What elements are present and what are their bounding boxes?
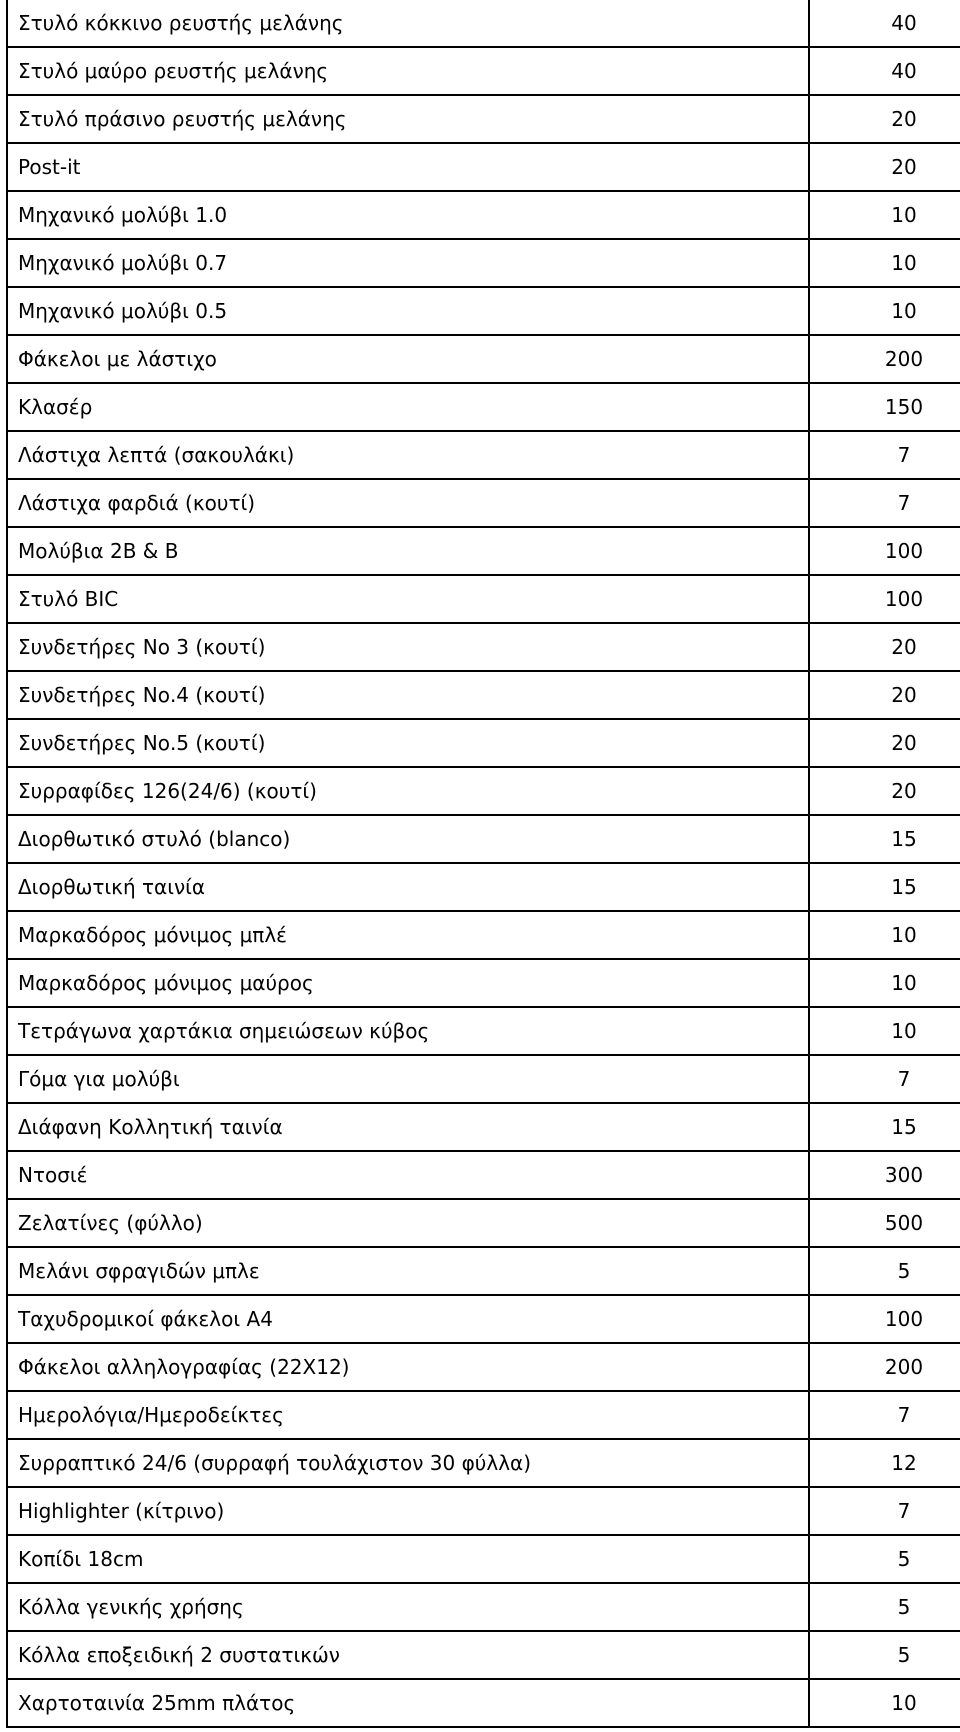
table-row <box>7 383 960 431</box>
quantity-cell: 10 <box>809 287 960 335</box>
quantity-cell: 500 <box>809 1199 960 1247</box>
supplies-table <box>6 0 960 1728</box>
table-row <box>7 1391 960 1439</box>
item-name-cell: Μαρκαδόρος μόνιμος μπλέ <box>7 911 809 959</box>
table-row <box>7 1487 960 1535</box>
quantity-cell: 300 <box>809 1151 960 1199</box>
table-row <box>7 1439 960 1487</box>
table-row <box>7 719 960 767</box>
table-row <box>7 335 960 383</box>
item-name-cell: Λάστιχα λεπτά (σακουλάκι) <box>7 431 809 479</box>
item-name-cell: Συρραφίδες 126(24/6) (κουτί) <box>7 767 809 815</box>
quantity-cell: 10 <box>809 1679 960 1727</box>
item-name-cell: Συρραπτικό 24/6 (συρραφή τουλάχιστον 30 φύλλα) <box>7 1439 809 1487</box>
table-row <box>7 1631 960 1679</box>
item-name-cell: Γόμα για μολύβι <box>7 1055 809 1103</box>
item-name-cell: Διορθωτικό στυλό (blanco) <box>7 815 809 863</box>
table-row <box>7 911 960 959</box>
item-name-cell: Μηχανικό μολύβι 0.7 <box>7 239 809 287</box>
table-row <box>7 575 960 623</box>
quantity-cell: 10 <box>809 911 960 959</box>
item-name-cell: Στυλό πράσινο ρευστής μελάνης <box>7 95 809 143</box>
item-name-cell: Κόλλα γενικής χρήσης <box>7 1583 809 1631</box>
table-row <box>7 239 960 287</box>
quantity-cell: 20 <box>809 767 960 815</box>
quantity-cell: 20 <box>809 671 960 719</box>
item-name-cell: Μηχανικό μολύβι 1.0 <box>7 191 809 239</box>
item-name-cell: Χαρτοταινία 25mm πλάτος <box>7 1679 809 1727</box>
item-name-cell: Μολύβια 2Β & Β <box>7 527 809 575</box>
item-name-cell: Φάκελοι αλληλογραφίας (22Χ12) <box>7 1343 809 1391</box>
item-name-cell: Λάστιχα φαρδιά (κουτί) <box>7 479 809 527</box>
table-row <box>7 1343 960 1391</box>
table-row <box>7 1103 960 1151</box>
item-name-cell: Κλασέρ <box>7 383 809 431</box>
quantity-cell: 20 <box>809 719 960 767</box>
supplies-table-body <box>7 0 960 1727</box>
item-name-cell: Συνδετήρες Νο 3 (κουτί) <box>7 623 809 671</box>
table-row <box>7 671 960 719</box>
table-row <box>7 95 960 143</box>
table-row <box>7 431 960 479</box>
table-row <box>7 1295 960 1343</box>
quantity-cell: 15 <box>809 863 960 911</box>
quantity-cell: 12 <box>809 1439 960 1487</box>
table-row <box>7 0 960 47</box>
item-name-cell: Ημερολόγια/Ημεροδείκτες <box>7 1391 809 1439</box>
quantity-cell: 5 <box>809 1583 960 1631</box>
item-name-cell: Μηχανικό μολύβι 0.5 <box>7 287 809 335</box>
quantity-cell: 5 <box>809 1631 960 1679</box>
item-name-cell: Μαρκαδόρος μόνιμος μαύρος <box>7 959 809 1007</box>
item-name-cell: Διορθωτική ταινία <box>7 863 809 911</box>
quantity-cell: 10 <box>809 959 960 1007</box>
item-name-cell: Συνδετήρες Νο.5 (κουτί) <box>7 719 809 767</box>
table-row <box>7 863 960 911</box>
quantity-cell: 20 <box>809 95 960 143</box>
quantity-cell: 200 <box>809 335 960 383</box>
item-name-cell: Ντοσιέ <box>7 1151 809 1199</box>
table-row <box>7 47 960 95</box>
quantity-cell: 7 <box>809 479 960 527</box>
quantity-cell: 20 <box>809 623 960 671</box>
item-name-cell: Post-it <box>7 143 809 191</box>
item-name-cell: Στυλό BIC <box>7 575 809 623</box>
item-name-cell: Κόλλα εποξειδική 2 συστατικών <box>7 1631 809 1679</box>
quantity-cell: 40 <box>809 47 960 95</box>
table-row <box>7 143 960 191</box>
item-name-cell: Highlighter (κίτρινο) <box>7 1487 809 1535</box>
quantity-cell: 100 <box>809 527 960 575</box>
quantity-cell: 15 <box>809 1103 960 1151</box>
quantity-cell: 10 <box>809 1007 960 1055</box>
table-row <box>7 1199 960 1247</box>
quantity-cell: 7 <box>809 431 960 479</box>
quantity-cell: 10 <box>809 191 960 239</box>
table-row <box>7 1151 960 1199</box>
item-name-cell: Συνδετήρες Νο.4 (κουτί) <box>7 671 809 719</box>
item-name-cell: Στυλό μαύρο ρευστής μελάνης <box>7 47 809 95</box>
item-name-cell: Μελάνι σφραγιδών μπλε <box>7 1247 809 1295</box>
table-row <box>7 767 960 815</box>
quantity-cell: 5 <box>809 1247 960 1295</box>
table-row <box>7 479 960 527</box>
table-row <box>7 1247 960 1295</box>
quantity-cell: 10 <box>809 239 960 287</box>
quantity-cell: 5 <box>809 1535 960 1583</box>
quantity-cell: 7 <box>809 1391 960 1439</box>
table-row <box>7 191 960 239</box>
item-name-cell: Κοπίδι 18cm <box>7 1535 809 1583</box>
table-row <box>7 287 960 335</box>
table-row <box>7 1583 960 1631</box>
quantity-cell: 7 <box>809 1487 960 1535</box>
table-row <box>7 1679 960 1727</box>
item-name-cell: Ταχυδρομικοί φάκελοι Α4 <box>7 1295 809 1343</box>
quantity-cell: 7 <box>809 1055 960 1103</box>
quantity-cell: 15 <box>809 815 960 863</box>
item-name-cell: Ζελατίνες (φύλλο) <box>7 1199 809 1247</box>
table-row <box>7 623 960 671</box>
table-row <box>7 1007 960 1055</box>
quantity-cell: 150 <box>809 383 960 431</box>
table-row <box>7 815 960 863</box>
quantity-cell: 100 <box>809 1295 960 1343</box>
item-name-cell: Στυλό κόκκινο ρευστής μελάνης <box>7 0 809 47</box>
item-name-cell: Φάκελοι με λάστιχο <box>7 335 809 383</box>
table-row <box>7 1535 960 1583</box>
quantity-cell: 40 <box>809 0 960 47</box>
quantity-cell: 200 <box>809 1343 960 1391</box>
table-row <box>7 1055 960 1103</box>
quantity-cell: 100 <box>809 575 960 623</box>
item-name-cell: Τετράγωνα χαρτάκια σημειώσεων κύβος <box>7 1007 809 1055</box>
item-name-cell: Διάφανη Κολλητική ταινία <box>7 1103 809 1151</box>
quantity-cell: 20 <box>809 143 960 191</box>
table-row <box>7 527 960 575</box>
table-row <box>7 959 960 1007</box>
